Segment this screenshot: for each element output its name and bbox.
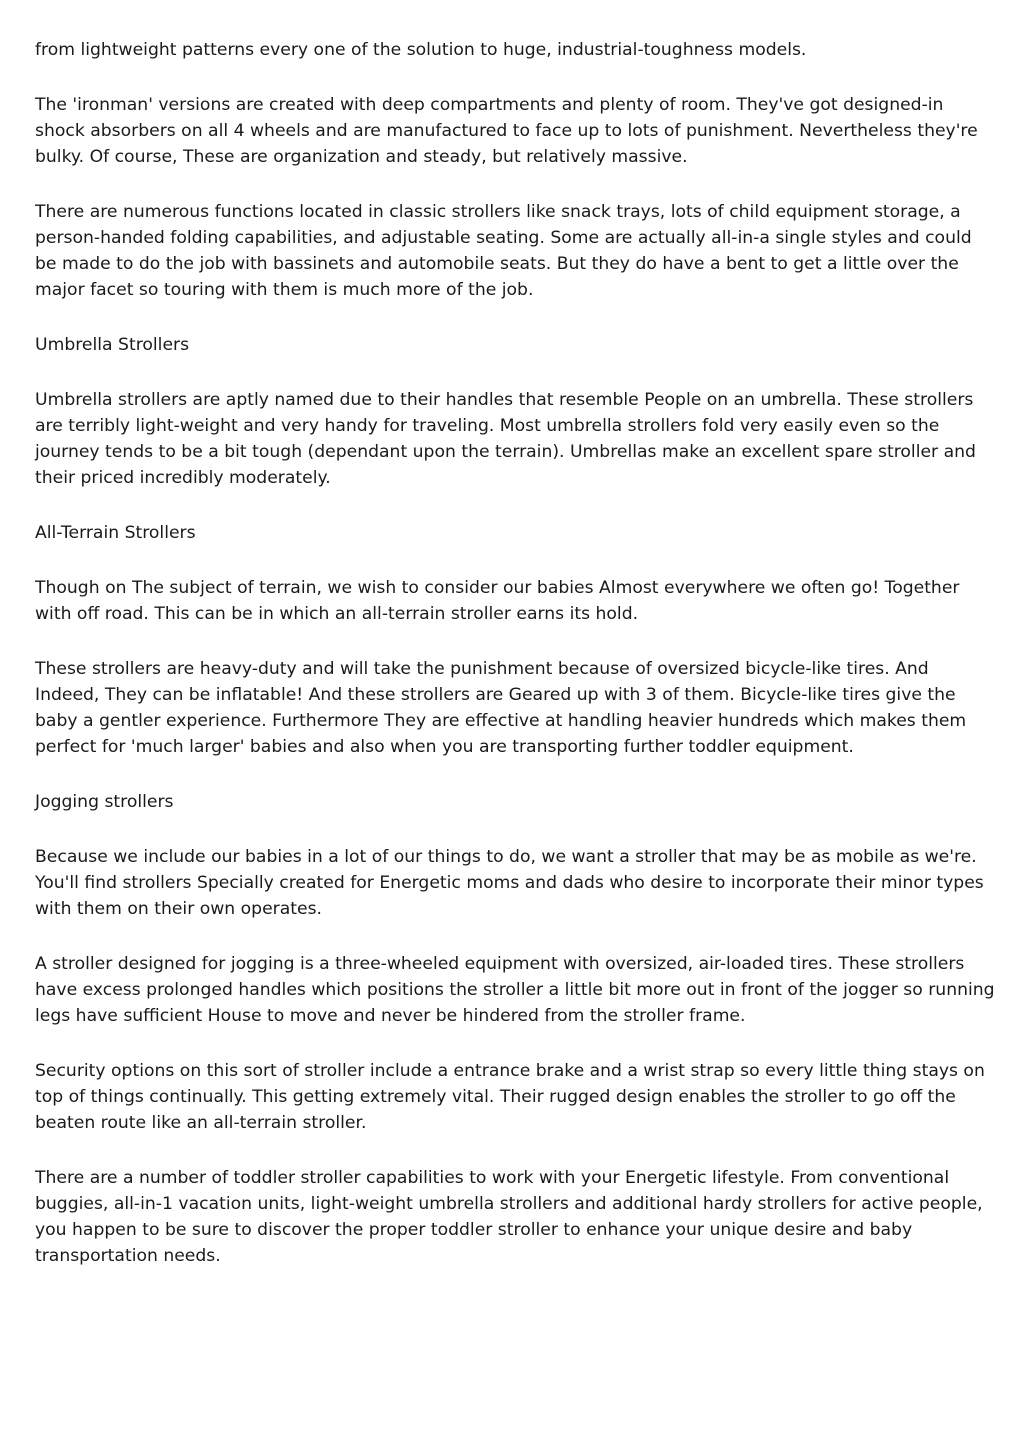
- heading-umbrella-strollers: Umbrella Strollers: [35, 335, 190, 355]
- paragraph-umbrella-strollers: Umbrella strollers are aptly named due to their handles that resemble People on an umbrella. These strollers are terribly light-weight and very handy for traveling. Most umbrella strollers fold very easily even so the journey tends to be a bit tough (dependant upon the terrain). Umbrellas make an excellent spare stroller and their priced incredibly moderately.: [35, 390, 976, 488]
- paragraph-heavy-duty: These strollers are heavy-duty and will take the punishment because of oversized bicycle-like tires. And Indeed, They can be inflatable! And these strollers are Geared up with 3 of them. Bicycle-like tires give the baby a gentler experience. Furthermore They are effective at handling heavier hundreds which makes them perfect for 'much larger' babies and also when you are transporting further toddler equipment.: [35, 659, 967, 757]
- heading-jogging-strollers: Jogging strollers: [35, 792, 174, 812]
- paragraph-security-options: Security options on this sort of stroller include a entrance brake and a wrist strap so every little thing stays on top of things continually. This getting extremely vital. Their rugged design enables the stroller to go off the beaten route like an all-terrain stroller.: [35, 1061, 985, 1133]
- paragraph-conclusion: There are a number of toddler stroller capabilities to work with your Energetic lifestyle. From conventional buggies, all-in-1 vacation units, light-weight umbrella strollers and additional hardy strollers for active people, you happen to be sure to discover the proper toddler stroller to enhance your unique desire and baby transportation needs.: [35, 1168, 983, 1266]
- document-body: [35, 37, 995, 1298]
- paragraph-jogging-intro: Because we include our babies in a lot of our things to do, we want a stroller that may be as mobile as we're. You'll find strollers Specially created for Energetic moms and dads who desire to incorporate their minor types with them on their own operates.: [35, 847, 984, 919]
- paragraph-intro-continuation: from lightweight patterns every one of the solution to huge, industrial-toughness models.: [35, 40, 807, 60]
- paragraph-terrain-intro: Though on The subject of terrain, we wish to consider our babies Almost everywhere we often go! Together with off road. This can be in which an all-terrain stroller earns its hold.: [35, 578, 960, 624]
- paragraph-ironman-versions: The 'ironman' versions are created with deep compartments and plenty of room. They've got designed-in shock absorbers on all 4 wheels and are manufactured to face up to lots of punishment. Nevertheless they're bulky. Of course, These are organization and steady, but relatively massive.: [35, 95, 978, 167]
- paragraph-jogging-design: A stroller designed for jogging is a three-wheeled equipment with oversized, air-loaded tires. These strollers have excess prolonged handles which positions the stroller a little bit more out in front of the jogger so running legs have sufficient House to move and never be hindered from the stroller frame.: [35, 954, 995, 1026]
- heading-all-terrain-strollers: All-Terrain Strollers: [35, 523, 196, 543]
- paragraph-classic-functions: There are numerous functions located in classic strollers like snack trays, lots of child equipment storage, a person-handed folding capabilities, and adjustable seating. Some are actually all-in-a single styles and could be made to do the job with bassinets and automobile seats. But they do have a bent to get a little over the major facet so touring with them is much more of the job.: [35, 202, 972, 300]
